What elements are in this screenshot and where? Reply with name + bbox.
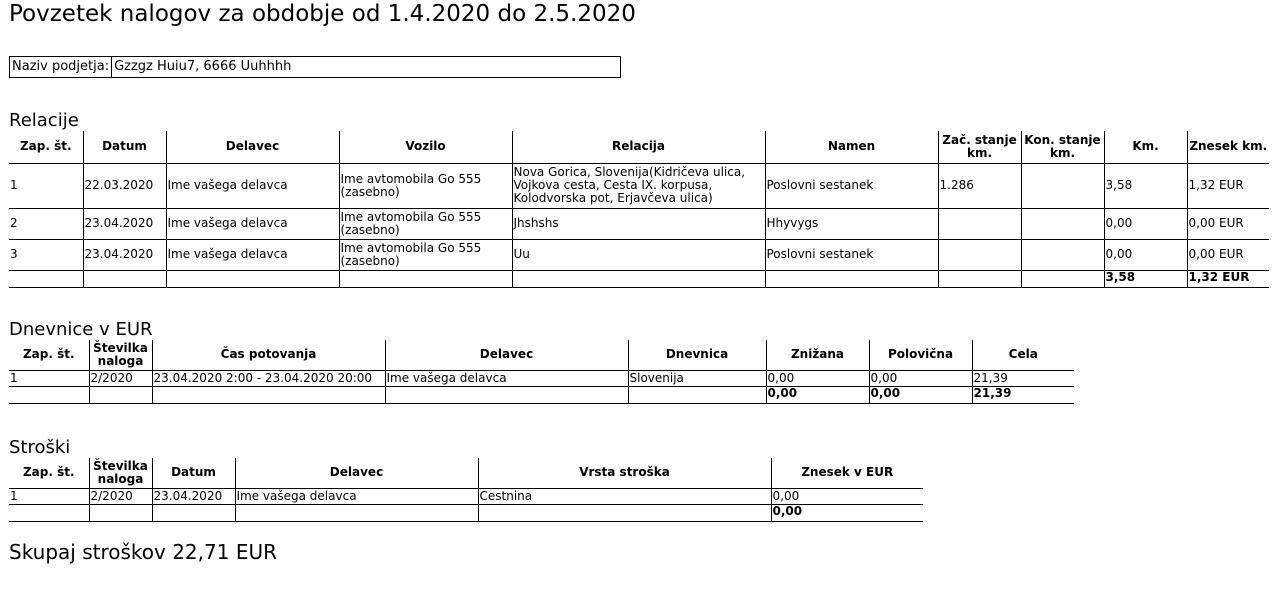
column-header: Znesek v EUR xyxy=(771,458,923,488)
table-cell: 1 xyxy=(9,488,89,504)
table-cell: Ime vašega delavca xyxy=(235,488,478,504)
table-cell: 3,58 xyxy=(1104,163,1187,208)
column-header: Čas potovanja xyxy=(152,340,385,370)
total-amount: 1,32 EUR xyxy=(1187,270,1269,287)
table-cell: Ime avtomobila Go 555 (zasebno) xyxy=(339,239,512,270)
table-cell: 2/2020 xyxy=(89,370,152,386)
column-header: Številka naloga xyxy=(89,458,152,488)
column-header: Znižana xyxy=(766,340,869,370)
table-cell: 1 xyxy=(9,163,83,208)
table-cell: 1.286 xyxy=(938,163,1021,208)
total-summary: Skupaj stroškov 22,71 EUR xyxy=(9,540,277,564)
dnevnice-table xyxy=(9,340,1074,404)
total-cela: 21,39 xyxy=(972,386,1074,403)
table-cell xyxy=(938,208,1021,239)
relacije-table xyxy=(9,131,1269,288)
table-cell: 3 xyxy=(9,239,83,270)
table-cell: 0,00 xyxy=(869,370,972,386)
table-header-row xyxy=(9,131,1269,163)
table-cell: Ime avtomobila Go 555 (zasebno) xyxy=(339,163,512,208)
table-row xyxy=(9,370,1074,386)
table-cell: Ime vašega delavca xyxy=(385,370,628,386)
table-cell xyxy=(9,504,89,521)
company-value: Gzzgz Huiu7, 6666 Uuhhhh xyxy=(114,59,292,74)
column-header: Znesek km. xyxy=(1187,131,1269,163)
table-cell xyxy=(1021,270,1104,287)
table-cell: Ime vašega delavca xyxy=(166,239,339,270)
table-cell xyxy=(1021,208,1104,239)
table-cell: 0,00 EUR xyxy=(1187,208,1269,239)
table-cell xyxy=(1021,239,1104,270)
table-cell: 0,00 xyxy=(1104,208,1187,239)
table-cell: 21,39 xyxy=(972,370,1074,386)
table-cell: 23.04.2020 xyxy=(83,239,166,270)
table-cell xyxy=(1021,163,1104,208)
table-cell xyxy=(385,386,628,403)
section-title-dnevnice: Dnevnice v EUR xyxy=(9,319,153,340)
column-header: Številka naloga xyxy=(89,340,152,370)
column-header: Zač. stanje km. xyxy=(938,131,1021,163)
total-stroski: 0,00 xyxy=(771,504,923,521)
column-header: Vozilo xyxy=(339,131,512,163)
column-header: Dnevnica xyxy=(628,340,766,370)
table-header-row xyxy=(9,458,923,488)
section-title-relacije: Relacije xyxy=(9,110,79,131)
totals-row xyxy=(9,386,1074,403)
column-header: Relacija xyxy=(512,131,765,163)
table-cell: 23.04.2020 xyxy=(152,488,235,504)
table-cell: 1 xyxy=(9,370,89,386)
table-cell xyxy=(152,386,385,403)
table-cell: Ime vašega delavca xyxy=(166,208,339,239)
table-cell: 1,32 EUR xyxy=(1187,163,1269,208)
table-cell xyxy=(339,270,512,287)
table-row xyxy=(9,208,1269,239)
column-header: Delavec xyxy=(166,131,339,163)
total-polovicna: 0,00 xyxy=(869,386,972,403)
column-header: Km. xyxy=(1104,131,1187,163)
company-box xyxy=(9,56,621,78)
table-header-row xyxy=(9,340,1074,370)
table-cell: Slovenija xyxy=(628,370,766,386)
column-header: Zap. št. xyxy=(9,458,89,488)
table-cell: 23.04.2020 xyxy=(83,208,166,239)
table-cell: 23.04.2020 2:00 - 23.04.2020 20:00 xyxy=(152,370,385,386)
table-cell: 2/2020 xyxy=(89,488,152,504)
table-cell: Poslovni sestanek xyxy=(765,163,938,208)
table-row xyxy=(9,163,1269,208)
table-row xyxy=(9,239,1269,270)
table-cell: 0,00 xyxy=(766,370,869,386)
column-header: Kon. stanje km. xyxy=(1021,131,1104,163)
table-cell xyxy=(9,270,83,287)
page-title: Povzetek nalogov za obdobje od 1.4.2020 do 2.5.2020 xyxy=(9,1,636,27)
company-label: Naziv podjetja: xyxy=(10,57,112,77)
table-cell xyxy=(166,270,339,287)
table-cell: Nova Gorica, Slovenija(Kidričeva ulica, Vojkova cesta, Cesta IX. korpusa, Kolodvorska pot, Erjavčeva ulica) xyxy=(512,163,765,208)
table-cell xyxy=(628,386,766,403)
column-header: Datum xyxy=(152,458,235,488)
table-cell: Poslovni sestanek xyxy=(765,239,938,270)
total-km: 3,58 xyxy=(1104,270,1187,287)
column-header: Delavec xyxy=(385,340,628,370)
column-header: Polovična xyxy=(869,340,972,370)
table-cell xyxy=(938,239,1021,270)
totals-row xyxy=(9,504,923,521)
table-cell xyxy=(152,504,235,521)
table-cell: 0,00 xyxy=(771,488,923,504)
column-header: Zap. št. xyxy=(9,131,83,163)
section-title-stroski: Stroški xyxy=(9,437,71,458)
column-header: Zap. št. xyxy=(9,340,89,370)
column-header: Delavec xyxy=(235,458,478,488)
column-header: Cela xyxy=(972,340,1074,370)
table-cell xyxy=(512,270,765,287)
table-cell: 0,00 xyxy=(1104,239,1187,270)
table-cell: Uu xyxy=(512,239,765,270)
stroski-table xyxy=(9,458,923,522)
column-header: Vrsta stroška xyxy=(478,458,771,488)
table-cell: Ime vašega delavca xyxy=(166,163,339,208)
table-cell xyxy=(938,270,1021,287)
table-cell: Cestnina xyxy=(478,488,771,504)
table-cell: 2 xyxy=(9,208,83,239)
column-header: Datum xyxy=(83,131,166,163)
table-cell: Hhyvygs xyxy=(765,208,938,239)
table-row xyxy=(9,488,923,504)
table-cell xyxy=(89,386,152,403)
table-cell: Ime avtomobila Go 555 (zasebno) xyxy=(339,208,512,239)
table-cell xyxy=(89,504,152,521)
table-cell xyxy=(478,504,771,521)
totals-row xyxy=(9,270,1269,287)
table-cell: Jhshshs xyxy=(512,208,765,239)
table-cell: 22.03.2020 xyxy=(83,163,166,208)
table-cell: 0,00 EUR xyxy=(1187,239,1269,270)
table-cell xyxy=(235,504,478,521)
table-cell xyxy=(9,386,89,403)
table-cell xyxy=(765,270,938,287)
total-znizana: 0,00 xyxy=(766,386,869,403)
table-cell xyxy=(83,270,166,287)
column-header: Namen xyxy=(765,131,938,163)
